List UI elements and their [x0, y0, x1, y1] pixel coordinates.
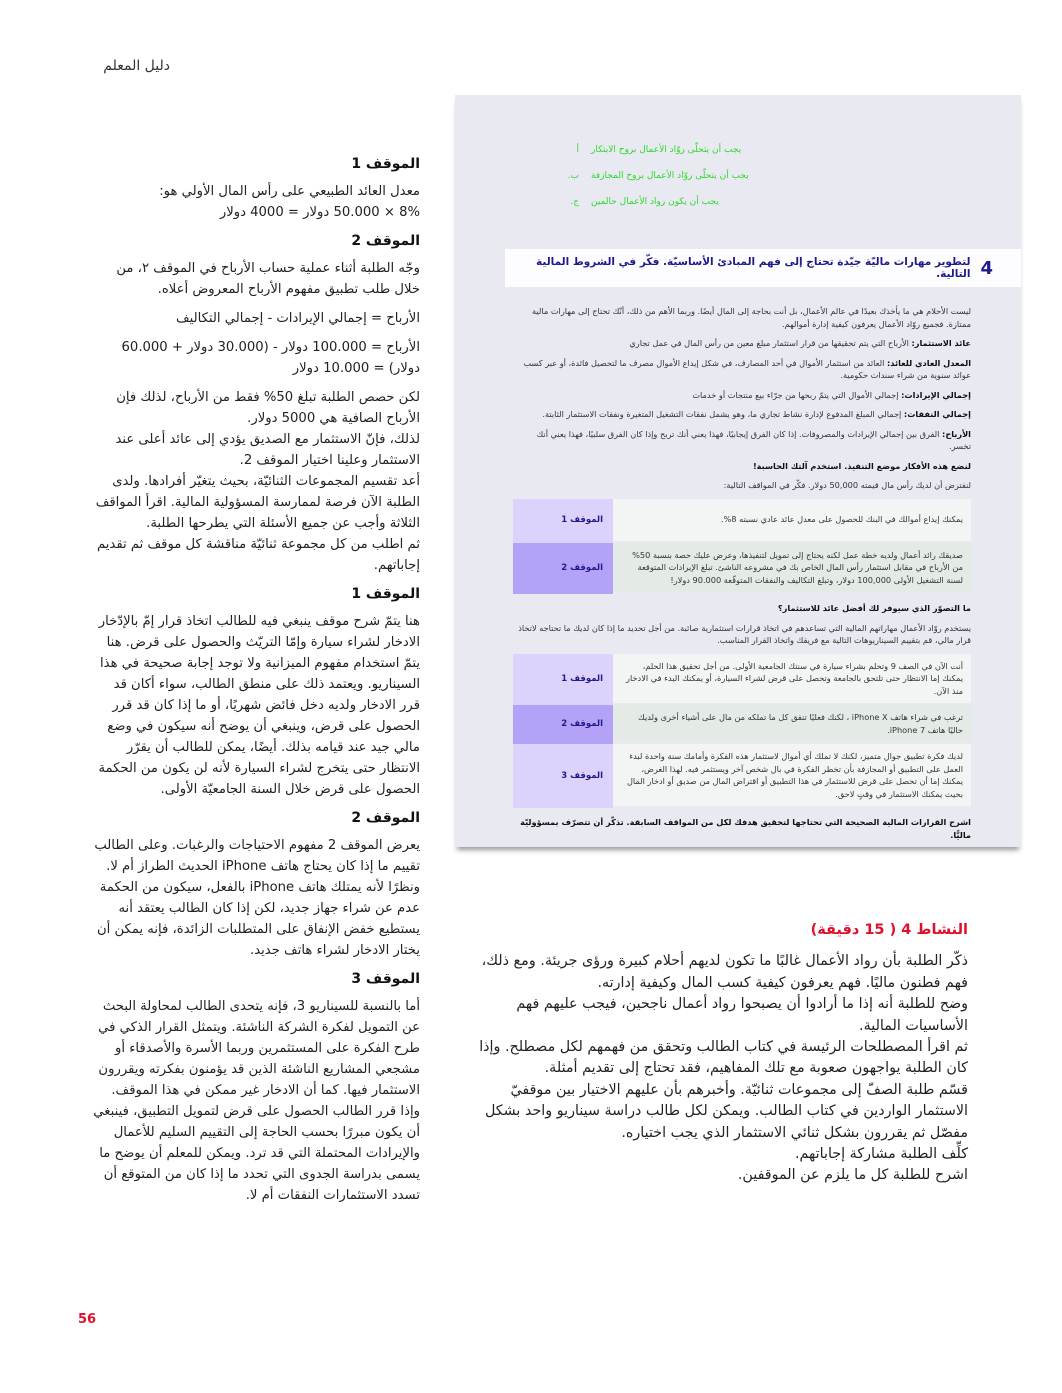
formula: الأرباح = إجمالي الإيرادات - إجمالي التكاليف — [175, 311, 420, 326]
scenario-intro: يستخدم روّاد الأعمال مهاراتهم المالية التي تساعدهم في اتخاذ قرارات استثمارية صائبة. من أجل تحديد ما إذا كان لديك ما تحتاجه لاتخاذ قرار مالي، قم بتقييم السيناريوهات التالية مع فريقك واتخاذ القرار المناسب. — [518, 622, 971, 645]
term-key: عائد الاستثمار: — [911, 338, 971, 348]
term — [513, 389, 971, 402]
question-title: لتطوير مهارات ماليّة جيّدة تحتاج إلى فهم المبادئ الأساسيّة. فكّر في الشروط المالية التالية. — [536, 256, 971, 280]
paragraph: معدل العائد الطبيعي على رأس المال الأولي هو: — [159, 184, 420, 199]
situations-table-1 — [513, 499, 971, 595]
row-label: الموقف 1 — [513, 499, 613, 543]
option-item — [571, 197, 971, 223]
section-heading: الموقف 2 — [351, 810, 420, 826]
page-number: 56 — [78, 1312, 97, 1327]
table-row — [513, 744, 971, 808]
activity-line: ذكّر الطلبة بأن رواد الأعمال غالبًا ما تكون لديهم أحلام كبيرة ورؤى جريئة. ومع ذلك، فهم فطنون ماليًا. فهم يعرفون كيفية كسب المال وكيفية إدارته. — [481, 953, 968, 991]
row-text: ترغب في شراء هاتف iPhone X ، لكنك فعليًا تنفق كل ما تملكه من مال على أشياء أخرى ولديك حاليًا هاتف iPhone 7. — [613, 705, 971, 744]
term-def: الفرق بين إجمالي الإيرادات والمصروفات. إذا كان الفرق إيجابيًا، فهذا يعني أنك تربح وإذا كان الفرق سلبيًا، فهذا يعني أنك تخسر. — [536, 428, 971, 451]
table-row — [513, 499, 971, 543]
table-row — [513, 654, 971, 706]
row-text: أنت الآن في الصف 9 وتحلم بشراء سيارة في سنتك الجامعية الأولى. من أجل تحقيق هذا الحلم، يمكنك إما الانتظار حتى تلتحق بالجامعة وتحصل على قرض لشراء السيارة، أو يمكنك البدء في الادخار منذ الآن. — [613, 654, 971, 706]
intro: ليست الأحلام هي ما يأخذك بعيدًا في عالم الأعمال، بل أنت بحاجة إلى المال أيضًا. وربما الأهم من ذلك، أنّك تحتاج إلى مهارات مالية ممتازة. فجميع روّاد الأعمال يعرفون كيفية إدارة أموالهم. — [532, 306, 971, 329]
paragraph: وإذا قرر الطالب الحصول على قرض لتمويل التطبيق، فينبغي أن يكون مبررًا بحسب الحاجة إلى التقييم السليم للأعمال والإيرادات المحتملة التي قد ترد. ويمكن للمعلم أن يوضح ما يسمى بدراسة الجدوى التي تحدد ما إذا كان من المتوقع أن تسدد الاستثمارات النفقات أم لا. — [93, 1104, 420, 1203]
term-key: المعدل العادي للعائد: — [887, 357, 971, 368]
situations-table-2 — [513, 654, 971, 809]
closing-instruction: اشرح القرارات المالية الصحيحة التي تحتاجها لتحقيق هدفك لكل من المواقف السابقة. تذكّر أن تتصرّف بمسؤوليّة ماليًّا. — [520, 817, 971, 840]
student-book-excerpt — [455, 95, 1021, 847]
question-heading — [505, 249, 1021, 287]
activity-section — [460, 920, 968, 1187]
row-label: الموقف 2 — [513, 543, 613, 595]
paragraph: أما بالنسبة للسيناريو 3، فإنه يتحدى الطالب لمحاولة البحث عن التمويل لفكرة الشركة الناشئة. ويتمثل القرار الذكي في طرح الفكرة على المستثمرين وربما الأسرة والأصدقاء أو مشجعي المشاريع الناشئة الذين قد يؤمنون بفكرته ويقررون الاستثمار فيها. كما أن الادخار غير ممكن في هذا الموقف. — [98, 999, 420, 1098]
section-heading: الموقف 1 — [351, 156, 420, 172]
calc-intro: لنفترض أن لديك رأس مال قيمته 50,000 دولار. فكّر في المواقف التالية: — [723, 480, 971, 490]
term — [513, 337, 971, 350]
paragraph: لذلك، فإنّ الاستثمار مع الصديق يؤدي إلى عائد أعلى عند الاستثمار وعلينا اختيار الموقف 2. — [115, 432, 420, 468]
table-row — [513, 543, 971, 595]
row-label: الموقف 2 — [513, 705, 613, 744]
activity-title: النشاط 4 ( 15 دقيقة) — [810, 922, 968, 938]
term — [513, 357, 971, 382]
formula: الأرباح = 100.000 دولار - (30.000 دولار + 60.000 دولار) = 10.000 دولار — [121, 340, 420, 376]
activity-line: اشرح للطلبة كل ما يلزم عن الموقفين. — [737, 1167, 968, 1184]
paragraph: هنا يتمّ شرح موقف ينبغي فيه للطالب اتخاذ قرار إمّ بالإدّخار الادخار لشراء سيارة وإمّا التريّث والحصول على قرض. هنا يتمّ استخدام مفهوم الميزانية ولا توجد إجابة صحيحة في هذا السيناريو. ويعتمد ذلك على منطق الطالب، سواء أكان قد قرر الادخار ولديه دخل فائض شهريًا، أو ما إذا كان قد قرر الحصول على قرض، وينبغي أن يوضح أنه سيكون في وضع مالي جيد عند قيامه بذلك. أيضًا، يمكن للطالب أن يقرّر الانتظار حتى يتخرج لشراء السيارة لأنه لن يكون من الحكمة الحصول على قرض خلال السنة الجامعيّة الأولى. — [98, 614, 420, 797]
option-key: ج. — [570, 197, 579, 207]
activity-line: وضح للطلبة أنه إذا ما أرادوا أن يصبحوا رواد أعمال ناجحين، فيجب عليهم فهم الأساسيات المالية. — [516, 996, 968, 1034]
term-def: الأرباح التي يتم تحقيقها من قرار استثمار مبلغ معين من رأس المال في عمل تجاري — [629, 338, 909, 348]
term — [513, 408, 971, 421]
excerpt-body — [513, 305, 971, 848]
row-text: يمكنك إيداع أموالك في البنك للحصول على معدل عائد عادي نسبته 8%. — [613, 499, 971, 543]
question: ما التصوّر الذي سيوفر لك أفضل عائد للاستثمار؟ — [777, 603, 971, 613]
teacher-notes-column — [92, 150, 420, 1214]
question-number: 4 — [980, 257, 993, 279]
term-key: إجمالي النفقات: — [903, 409, 971, 419]
option-key: أ — [576, 145, 579, 155]
row-label: الموقف 1 — [513, 654, 613, 706]
option-text: يجب أن يتحلّى روّاد الأعمال بروح المجازفة — [591, 171, 749, 181]
section-heading: الموقف 3 — [351, 971, 420, 987]
term — [513, 428, 971, 453]
option-key: ب. — [567, 171, 579, 181]
term-key: الأرباح: — [942, 428, 971, 439]
row-label: الموقف 3 — [513, 744, 613, 808]
answer-options — [567, 145, 971, 223]
paragraph: لكن حصص الطلبة تبلغ 50% فقط من الأرباح، لذلك فإن الأرباح الصافية هي 5000 دولار. — [116, 390, 420, 426]
section-heading: الموقف 1 — [351, 586, 420, 602]
option-text: يجب أن يتحلّى روّاد الأعمال بروح الابتكار — [591, 145, 742, 155]
row-text: صديقك رائد أعمال ولديه خطة عمل لكنه يحتاج إلى تمويل لتنفيذها، وعرض عليك حصة بنسبة 50% من الأرباح في مقابل استثمار رأس المال الخاص بك في مشروعه الناشئ. تبلغ الإيرادات المتوقعة لسنة التشغيل الأولى 100,000 دولار، وتبلغ التكاليف والنفقات المتوقّعة 90.000 دولار! — [613, 543, 971, 595]
paragraph: وجّه الطلبة أثناء عملية حساب الأرباح في الموقف ٢، من خلال طلب تطبيق مفهوم الأرباح المعروض أعلاه. — [116, 261, 420, 297]
paragraph: يعرض الموقف 2 مفهوم الاحتياجات والرغبات. وعلى الطالب تقييم ما إذا كان يحتاج هاتف iPhone الحديث الطراز أم لا. ونظرًا لأنه يمتلك هاتف iPhone بالفعل، سيكون من الحكمة عدم عن شراء جهاز جديد، لكن إذا كان الطالب يعتقد أنه يستطيع خفض الإنفاق على المتطلبات الزائدة، فإنه يمكن أن يختار الادخار لشراء هاتف جديد. — [94, 838, 420, 958]
term-key: إجمالي الإيرادات: — [901, 389, 971, 400]
section-heading: الموقف 2 — [351, 233, 420, 249]
option-text: يجب أن يكون رواد الأعمال حالمين — [591, 197, 719, 207]
activity-line: كلِّف الطلبة مشاركة إجاباتهم. — [794, 1146, 968, 1163]
term-def: إجمالي الأموال التي يتمّ ربحها من جرّاء بيع منتجات أو خدمات — [692, 389, 899, 400]
paragraph: ثم اطلب من كل مجموعة ثنائيّة مناقشة كل موقف ثم تقديم إجاباتهم. — [96, 537, 420, 573]
running-header: دليل المعلم — [103, 58, 170, 74]
table-row — [513, 705, 971, 744]
activity-line: ثم اقرأ المصطلحات الرئيسة في كتاب الطالب وتحقق من فهمهم لكل مصطلح. وإذا كان الطلبة يواجهون صعوبة مع تلك المفاهيم، فقد تحتاج إلى تقديم أمثلة. — [479, 1039, 968, 1077]
term-def: العائد من استثمار الأموال في أحد المصارف، في شكل إيداع الأموال مصرف ما لتحصيل فائدة، أو عبر كسب عوائد سنوية من شراء سندات حكومية. — [523, 357, 971, 380]
row-text: لديك فكرة تطبيق جوال متميز، لكنك لا تملك أي أموال لاستثمار هذه الفكرة وأمامك سنة واحدة لبدء العمل على التطبيق أو المجازفة بأن تخطر الفكرة في بال شخص آخر ويستثمر فيه. لهذا الغرض، يمكنك إما أن تحصل على قرض للاستثمار في هذا التطبيق أو اقتراض المال من صديق أو ادخار المال بحيث يمكنك الاستثمار في وقتٍ لاحق. — [613, 744, 971, 808]
paragraph: أعد تقسيم المجموعات الثنائيّة، بحيث يتغيّر أفرادها. ولدى الطلبة الآن فرصة لممارسة المسؤولية المالية. اقرأ المواقف الثلاثة وأجب عن جميع الأسئلة التي يطرحها الطلبة. — [95, 474, 420, 531]
calc-heading: لنضع هذه الأفكار موضع التنفيذ. استخدم آلتك الحاسبة! — [752, 460, 971, 471]
option-item — [567, 171, 971, 197]
activity-line: قسّم طلبة الصفّ إلى مجموعات ثنائيّة. وأخبرهم بأن عليهم الاختيار بين موقفيّ الاستثمار الواردين في كتاب الطالب. ويمكن لكل طالب دراسة سيناريو واحد بشكل مفصّل ثم يقررون بشكل ثنائي الاستثمار الذي يجب اختياره. — [484, 1081, 968, 1141]
option-item — [571, 145, 971, 171]
paragraph: 8% × 50.000 دولار = 4000 دولار — [219, 205, 420, 220]
term-def: إجمالي المبلغ المدفوع لإدارة نشاط تجاري ما، وهو يشمل نفقات التشغيل المتغيرة ونفقات الاستثمار الثابتة. — [542, 409, 902, 419]
